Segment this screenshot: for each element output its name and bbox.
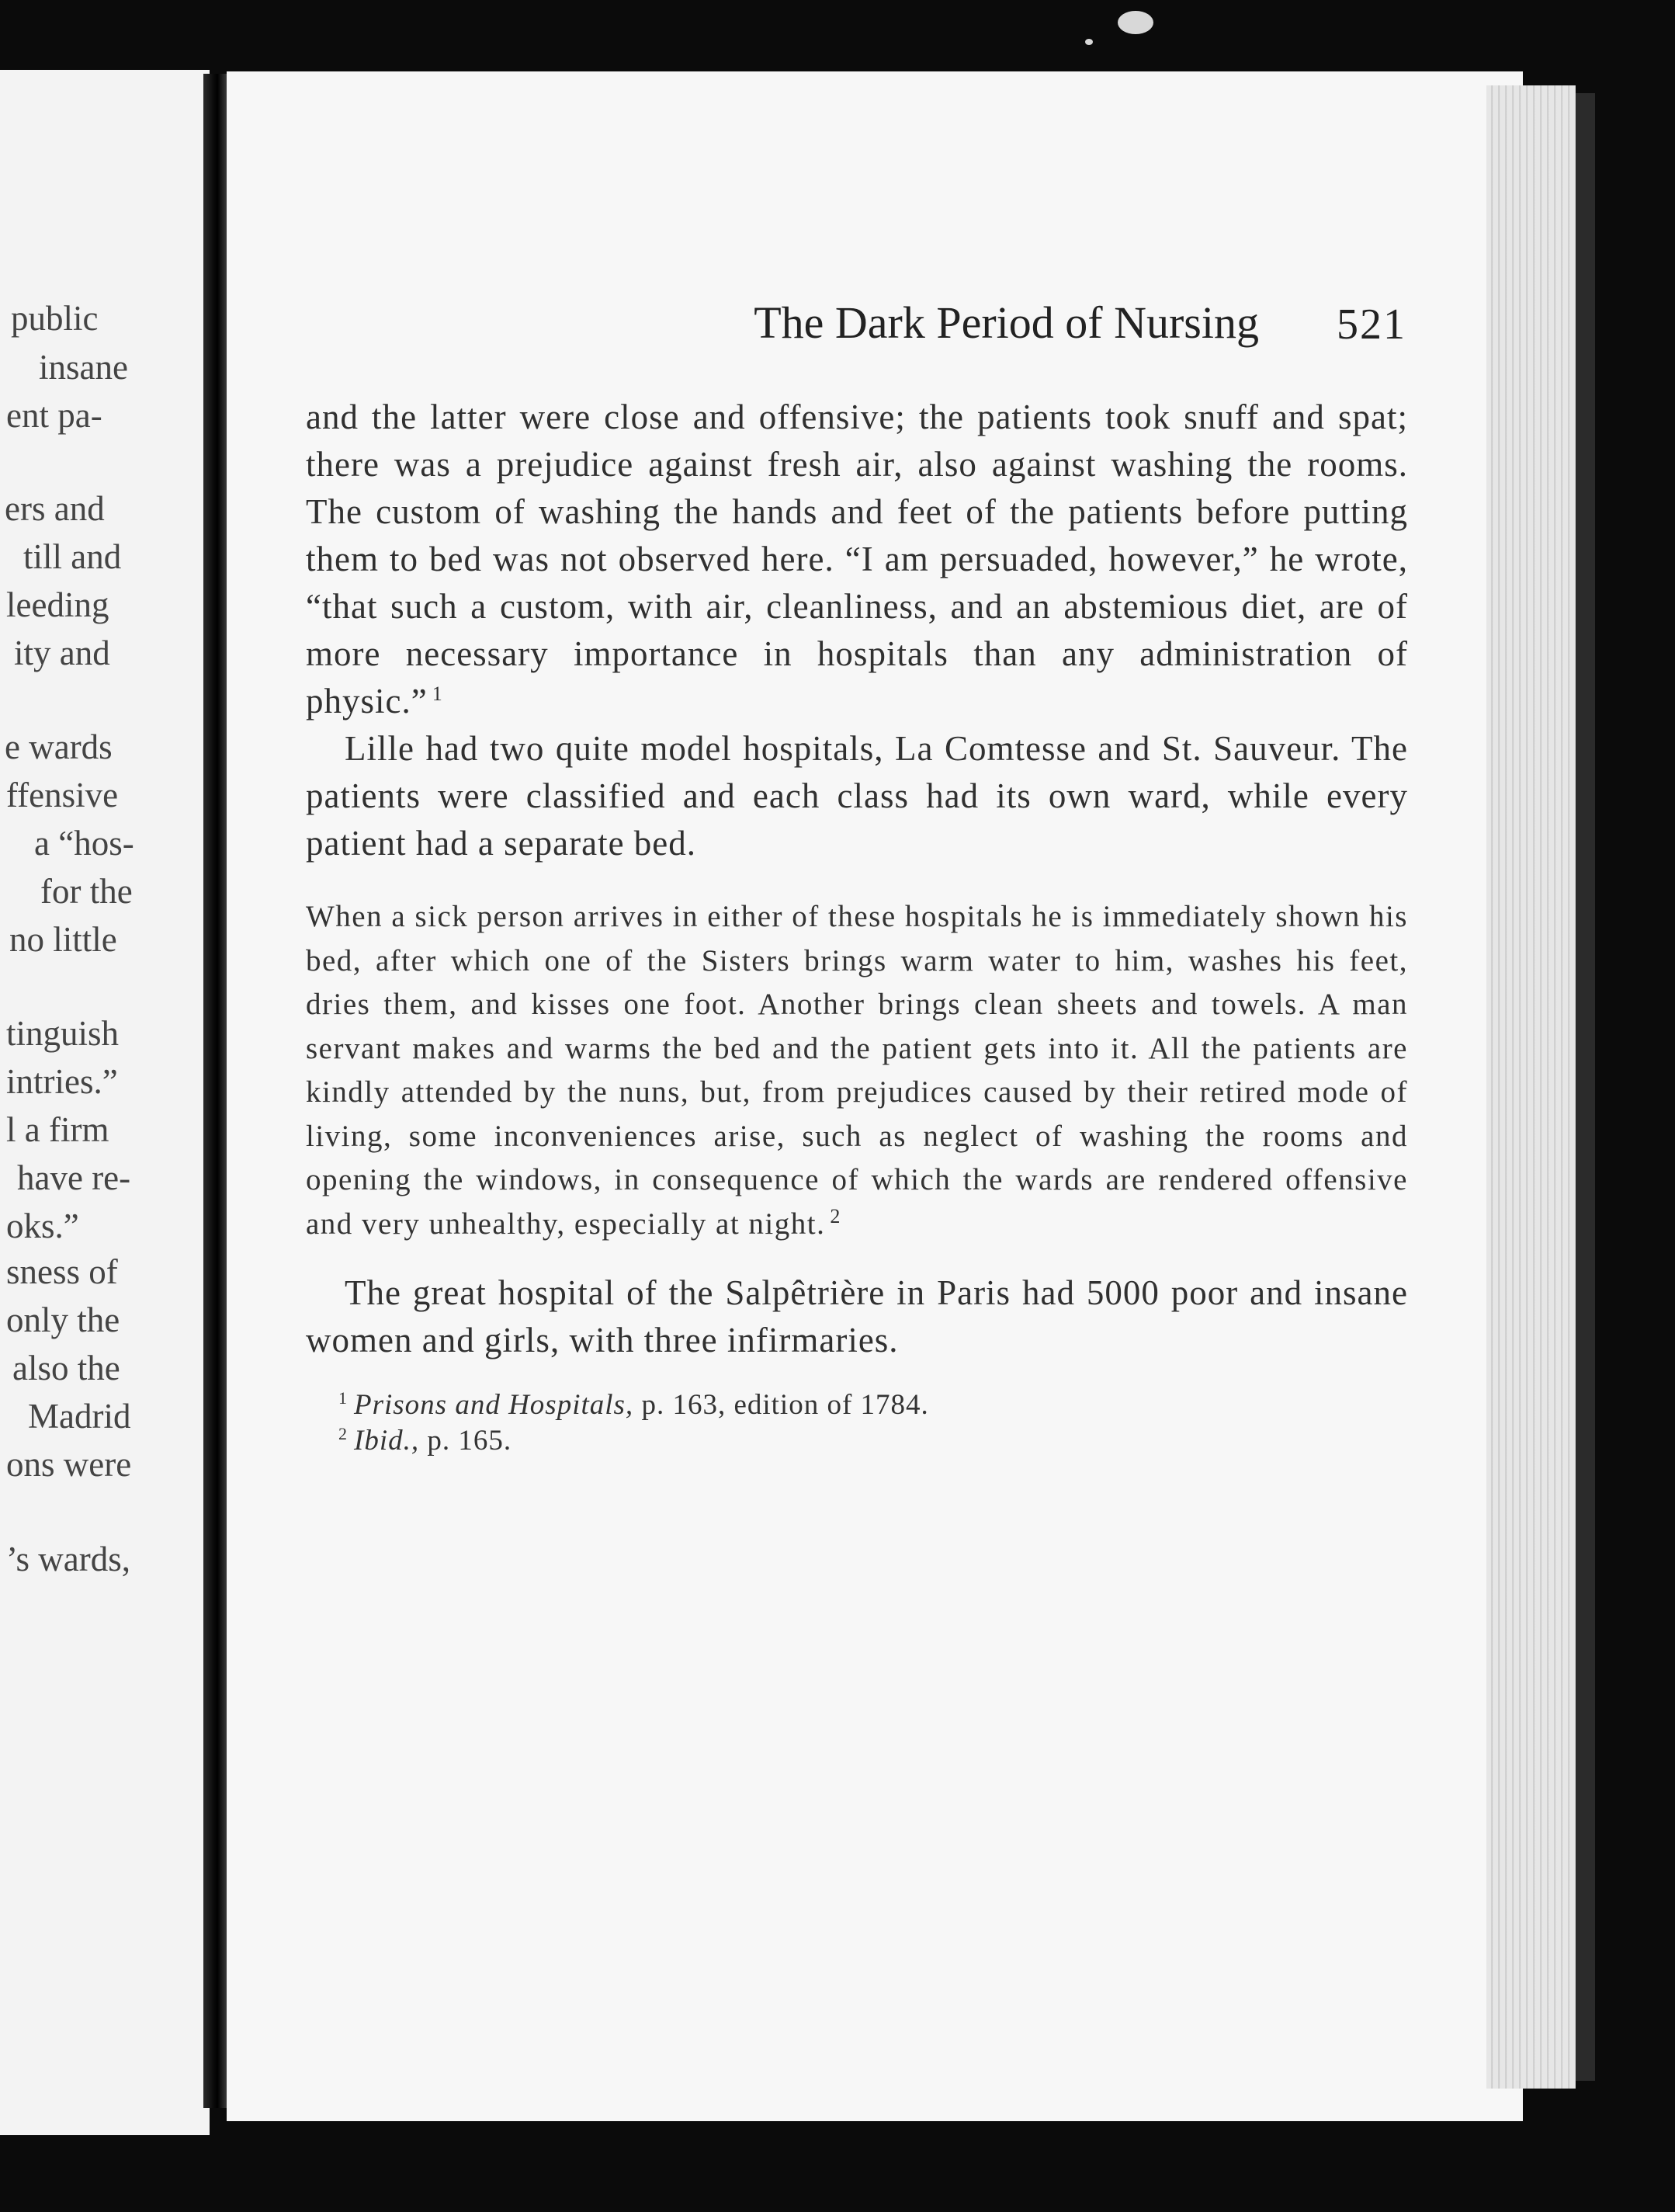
- footnote-number: 1: [338, 1387, 348, 1408]
- footnote-number: 2: [338, 1423, 348, 1443]
- footnote-text: p. 165.: [419, 1425, 512, 1457]
- paragraph-continued: [306, 394, 1408, 725]
- left-page-line: Madrid: [28, 1397, 131, 1436]
- block-quote: [306, 895, 1408, 1246]
- footnotes: [306, 1387, 1408, 1459]
- book-gutter: [203, 74, 227, 2108]
- left-page-line: public: [11, 299, 99, 338]
- left-page-line: intries.”: [6, 1062, 118, 1101]
- paragraph-salpetriere: The great hospital of the Salpêtrière in Paris had 5000 poor and insane women and girls, with three infirmaries.: [306, 1273, 1408, 1359]
- running-header: [421, 297, 1406, 355]
- footnote-1: [338, 1387, 1408, 1423]
- right-page: [227, 71, 1523, 2121]
- left-page-line: ffensive: [6, 776, 119, 814]
- left-page-line: only the: [6, 1300, 120, 1339]
- footnote-title: Ibid.,: [354, 1425, 420, 1457]
- left-page-line: insane: [39, 348, 128, 387]
- left-page-line: for the: [40, 872, 133, 911]
- left-page-line: ’s wards,: [6, 1540, 130, 1578]
- running-title: The Dark Period of Nursing: [754, 297, 1259, 348]
- page-number: 521: [1337, 300, 1406, 349]
- left-page-line: have re-: [17, 1158, 131, 1197]
- left-page-line: no little: [9, 920, 117, 959]
- left-page-line: a “hos-: [34, 824, 134, 863]
- paragraph-lille: Lille had two quite model hospitals, La Comtesse and St. Sauveur. The patients were classified and each class had its own ward, while every patient had a separate bed.: [306, 729, 1408, 863]
- left-page-line: sness of: [6, 1252, 118, 1291]
- left-page-line: till and: [23, 537, 122, 576]
- paragraph-1-text: and the latter were close and offensive; the patients took snuff and spat; there was a prejudice against fresh air, also against washing the rooms. The custom of washing the hands and feet of the patients before putting them to bed was not observed here. “I am persuaded, however,” he wrote, “that such a custom, with air, cleanliness, and an abstemious diet, are of more necessary importance in hospitals than any administration of physic.”: [306, 398, 1408, 721]
- footnote-ref-1: 1: [432, 682, 443, 705]
- page-edges: [1486, 85, 1576, 2089]
- left-page-fragment: [0, 70, 210, 2135]
- footnote-title: Prisons and Hospitals,: [354, 1389, 634, 1421]
- left-page-line: ity and: [14, 634, 110, 672]
- dust-speck: [1118, 11, 1153, 34]
- dust-speck: [1085, 39, 1093, 45]
- left-page-line: oks.”: [6, 1207, 79, 1245]
- left-page-line: ons were: [6, 1445, 132, 1484]
- body-text: [306, 394, 1408, 1459]
- left-page-line: tinguish: [6, 1014, 120, 1053]
- left-page-line: also the: [12, 1349, 120, 1387]
- footnote-ref-2: 2: [830, 1204, 841, 1228]
- left-page-line: l a firm: [6, 1110, 109, 1149]
- left-page-line: ent pa-: [6, 396, 102, 435]
- footnote-2: [338, 1423, 1408, 1459]
- page-edge-shadow: [1576, 93, 1595, 2081]
- left-page-line: e wards: [5, 727, 113, 766]
- footnote-text: p. 163, edition of 1784.: [633, 1389, 929, 1421]
- block-quote-text: When a sick person arrives in either of these hospitals he is immediately shown his bed, after which one of the Sisters brings warm water to him, washes his feet, dries them, and kisses one foot. Another brings clean sheets and towels. A man servant makes and warms the bed and the patient gets into it. All the patients are kindly attended by the nuns, but, from prejudices caused by their retired mode of living, some inconveniences arise, such as neglect of washing the rooms and opening the windows, in consequence of which the wards are rendered offensive and very unhealthy, especially at night.: [306, 900, 1408, 1241]
- left-page-line: ers and: [5, 489, 105, 528]
- left-page-line: leeding: [6, 585, 109, 624]
